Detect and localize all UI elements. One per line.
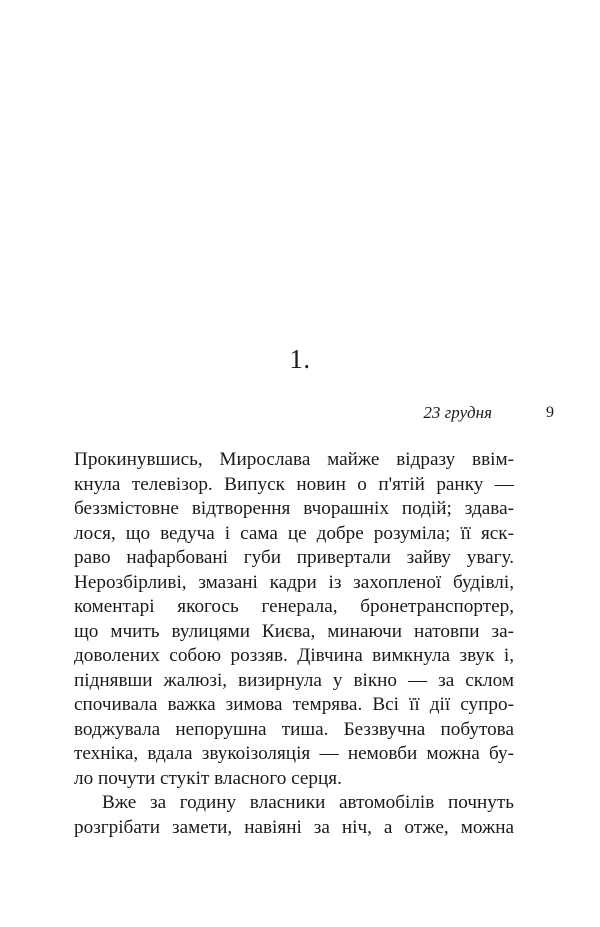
text-line: піднявши жалюзі, визирнула у вікно — за склом [74, 669, 514, 691]
text-line: раво нафарбовані губи привертали зайву увагу. [74, 547, 514, 568]
text-line: беззмістовне відтворення вчорашніх подій; здава- [74, 498, 514, 519]
text-line: Вже за годину власники автомобілів почнуть [102, 792, 514, 813]
text-line: лося, що ведуча і сама це добре розуміла; її яск- [74, 522, 514, 544]
text-line: Прокинувшись, Мирослава майже відразу ввім- [74, 449, 514, 470]
text-line: кнула телевізор. Випуск новин о п'ятій ранку — [74, 473, 514, 495]
text-line: Нерозбірливі, змазані кадри із захопленої будівлі, [74, 571, 514, 593]
body-text [74, 448, 514, 840]
paragraph [74, 791, 514, 840]
paragraph [74, 448, 514, 791]
text-line: спочивала важка зимова темрява. Всі її дії супро- [74, 694, 514, 715]
text-line: воджувала непорушна тиша. Беззвучна побутова [74, 718, 514, 740]
text-line: що мчить вулицями Києва, минаючи натовпи за- [74, 620, 514, 642]
chapter-number: 1. [289, 344, 311, 374]
text-line: ло почути стукіт власного серця. [74, 767, 342, 789]
text-line: доволених собою роззяв. Дівчина вимкнула звук і, [74, 645, 514, 666]
chapter-date: 23 грудня [423, 403, 492, 422]
text-line: розгрібати замети, навіяні за ніч, а отже, можна [74, 816, 514, 838]
text-line: коментарі якогось генерала, бронетранспортер, [74, 596, 514, 617]
page-number: 9 [546, 404, 554, 421]
text-line: техніка, вдала звукоізоляція — немовби можна бу- [74, 743, 514, 764]
